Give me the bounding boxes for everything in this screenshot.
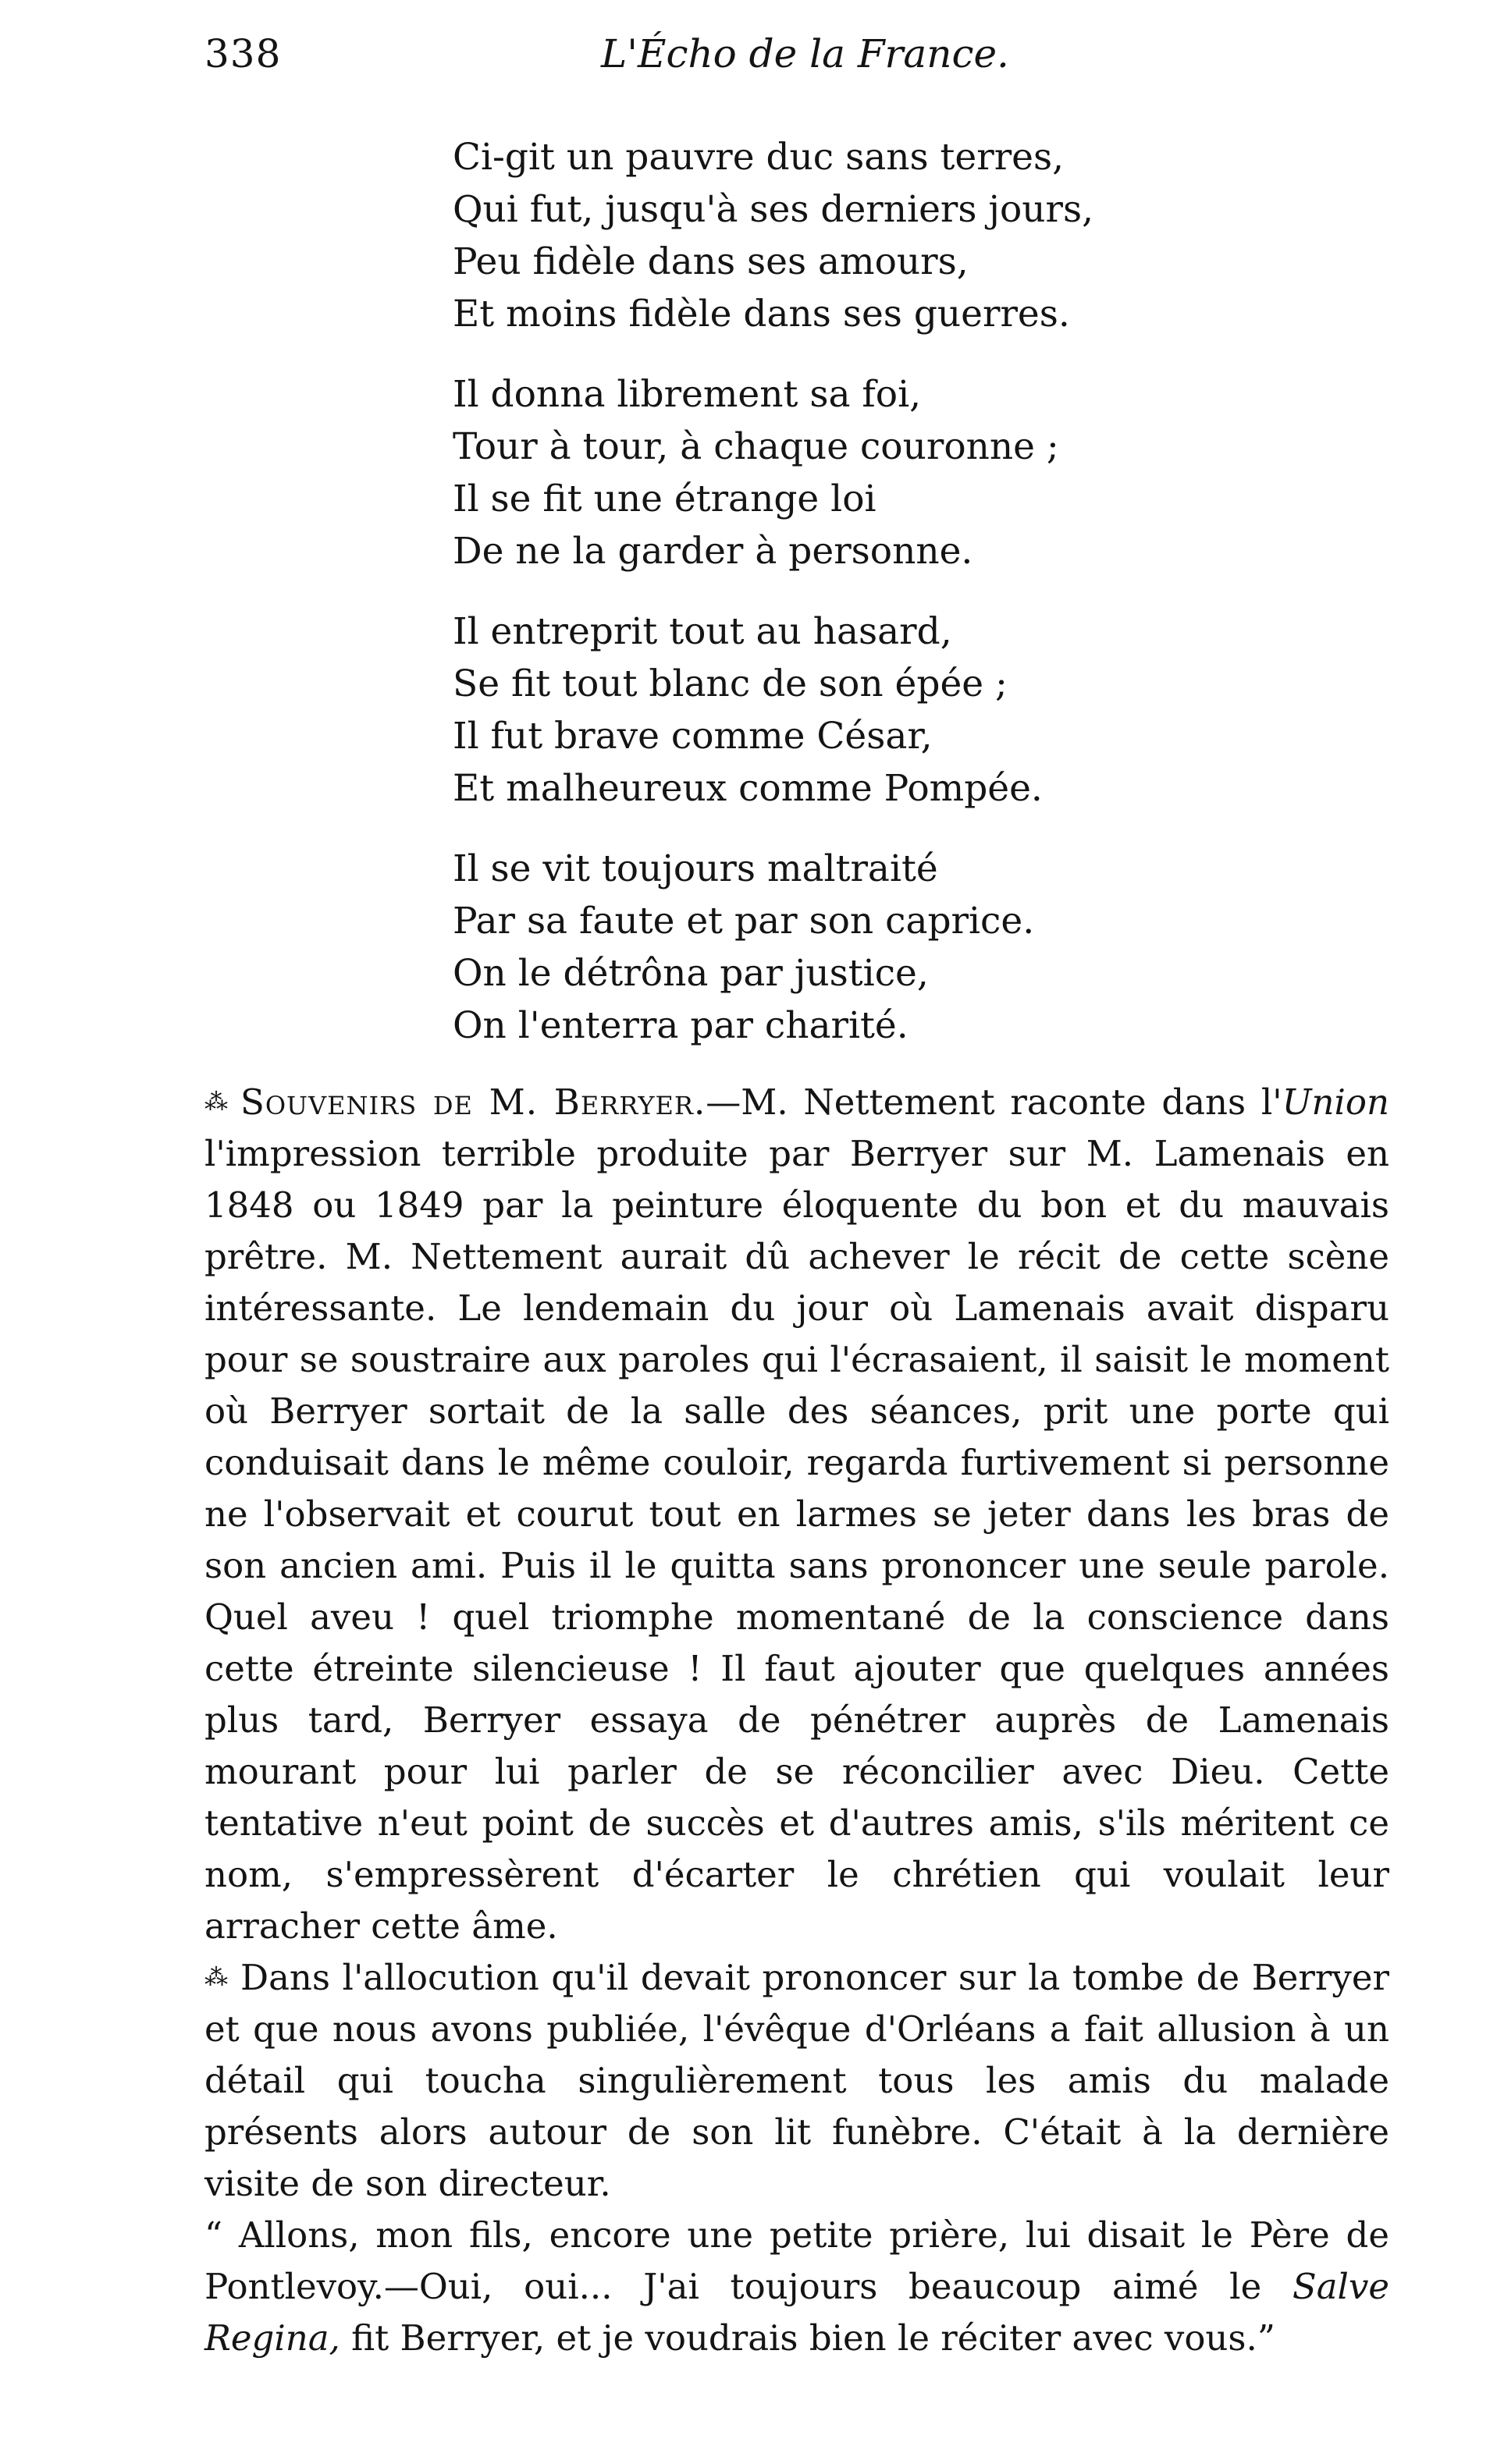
poem-stanza: [453, 605, 1350, 815]
asterism-icon: ⁂: [204, 1088, 226, 1116]
verse-line: De ne la garder à personne.: [453, 530, 973, 573]
paragraph-text: l'impression terrible produite par Berryer sur M. Lamenais en 1848 ou 1849 par la peinture éloquente du bon et du mauvais prêtre. M. Nettement aurait dû achever le récit de cette scène intéressante. Le lendemain du jour où Lamenais avait disparu pour se soustraire aux paroles qui l'écrasaient, il saisit le moment où Berryer sortait de la salle des séances, prit une porte qui conduisait dans le même couloir, regarda furtivement si personne ne l'observait et courut tout en larmes se jeter dans les bras de son ancien ami. Puis il le quitta sans prononcer une seule parole. Quel aveu ! quel triomphe momentané de la conscience dans cette étreinte silencieuse ! Il faut ajouter que quelques années plus tard, Berryer essaya de pénétrer auprès de Lamenais mourant pour lui parler de se réconcilier avec Dieu. Cette tentative n'eut point de succès et d'autres amis, s'ils méritent ce nom, s'empressèrent d'écarter le chrétien qui voulait leur arracher cette âme.: [204, 1133, 1389, 1947]
verse-line: Se fit tout blanc de son épée ;: [453, 662, 1008, 705]
hymn-title: Salve Regina,: [204, 2266, 1389, 2359]
poem: [453, 131, 1350, 1080]
paragraph-allocution: [204, 1952, 1389, 2210]
verse-line: Il fut brave comme César,: [453, 715, 933, 758]
paragraph-text: Dans l'allocution qu'il devait prononcer sur la tombe de Berryer et que nous avons publiée, l'évêque d'Orléans a fait allusion à un détail qui toucha singulièrement tous les amis du malade présents alors autour de son lit funèbre. C'était à la dernière visite de son directeur.: [204, 1957, 1389, 2204]
paragraph-text: —M. Nettement raconte dans l': [706, 1081, 1282, 1123]
paragraph-text: fit Berryer, et je voudrais bien le réciter avec vous.”: [340, 2317, 1275, 2359]
poem-stanza: [453, 131, 1350, 340]
verse-line: Ci-git un pauvre duc sans terres,: [453, 136, 1065, 179]
verse-line: Il entreprit tout au hasard,: [453, 610, 952, 653]
verse-line: Il se fit une étrange loi: [453, 478, 877, 520]
prose-body: [204, 1077, 1389, 2364]
page-number: 338: [204, 31, 282, 76]
verse-line: Et malheureux comme Pompée.: [453, 767, 1043, 810]
section-heading: Souvenirs de M. Berryer.: [240, 1081, 706, 1123]
newspaper-title: Union: [1282, 1081, 1389, 1123]
asterism-icon: ⁂: [204, 1964, 226, 1991]
verse-line: Qui fut, jusqu'à ses derniers jours,: [453, 188, 1094, 231]
poem-stanza: [453, 843, 1350, 1052]
verse-line: Il se vit toujours maltraité: [453, 847, 938, 890]
verse-line: Et moins fidèle dans ses guerres.: [453, 293, 1070, 336]
verse-line: Tour à tour, à chaque couronne ;: [453, 425, 1059, 468]
poem-stanza: [453, 368, 1350, 577]
paragraph-souvenirs: [204, 1077, 1389, 1952]
paragraph-quote: [204, 2210, 1389, 2364]
verse-line: Il donna librement sa foi,: [453, 373, 922, 416]
verse-line: On le détrôna par justice,: [453, 952, 929, 995]
verse-line: Par sa faute et par son caprice.: [453, 900, 1035, 943]
verse-line: On l'enterra par charité.: [453, 1004, 909, 1047]
paragraph-text: “ Allons, mon fils, encore une petite prière, lui disait le Père de Pontlevoy.—Oui, oui... J'ai toujours beaucoup aimé le: [204, 2214, 1389, 2307]
verse-line: Peu fidèle dans ses amours,: [453, 240, 969, 283]
running-title: L'Écho de la France.: [601, 31, 1009, 76]
